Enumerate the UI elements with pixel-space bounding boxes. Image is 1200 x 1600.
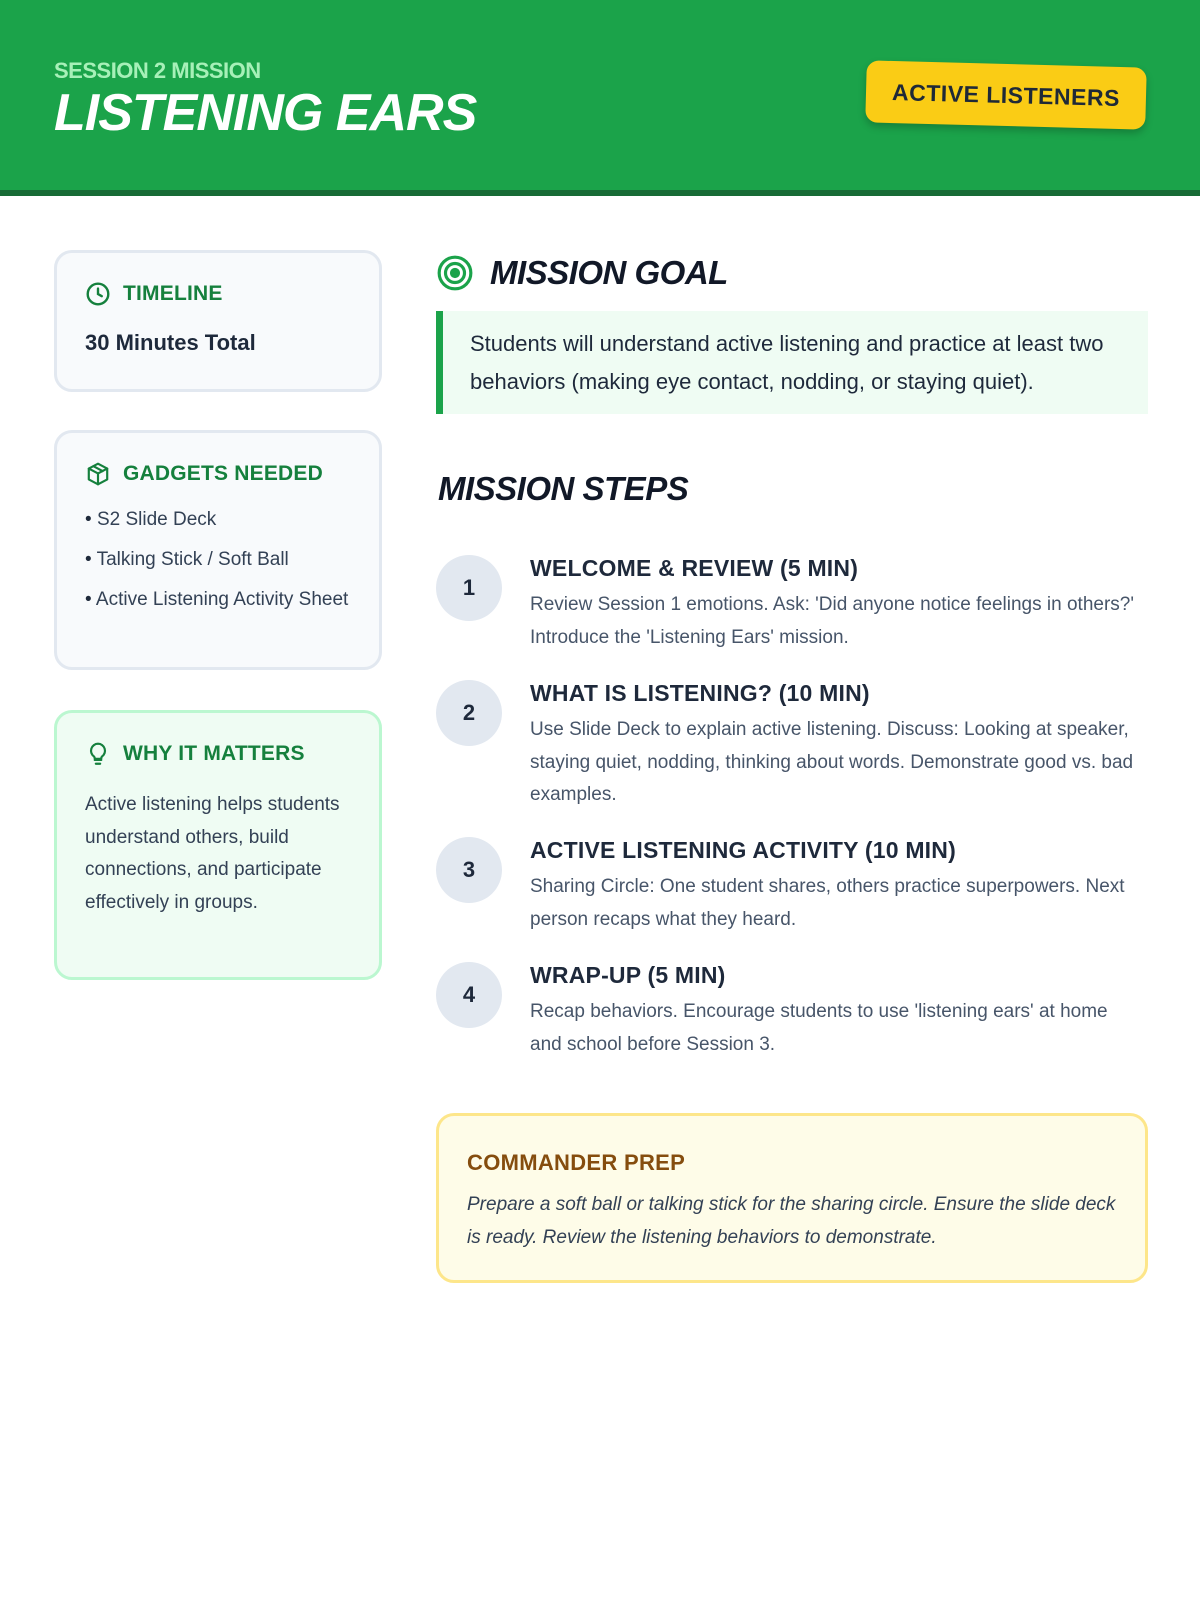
mission-goal-text: Students will understand active listening and practice at least two behaviors (making eye contact, nodding, or staying quiet). <box>436 311 1148 414</box>
commander-prep-title: COMMANDER PREP <box>467 1150 686 1175</box>
timeline-card <box>54 250 382 392</box>
step-number: 2 <box>436 680 502 746</box>
package-icon <box>85 461 111 487</box>
header-banner <box>0 0 1200 196</box>
gadgets-card <box>54 430 382 670</box>
why-text: Active listening helps students understand others, build connections, and participate effectively in groups. <box>85 794 340 913</box>
list-item: • Talking Stick / Soft Ball <box>85 547 355 573</box>
why-header <box>85 741 305 767</box>
lightbulb-icon <box>85 741 111 767</box>
session-kicker: SESSION 2 MISSION <box>54 58 261 83</box>
step-title: WRAP-UP (5 MIN) <box>530 962 726 988</box>
step-description: Sharing Circle: One student shares, others practice superpowers. Next person recaps what they heard. <box>530 876 1125 930</box>
timeline-value: 30 Minutes Total <box>85 330 256 355</box>
why-it-matters-card <box>54 710 382 980</box>
mission-steps-title: MISSION STEPS <box>438 470 689 507</box>
gadgets-title: GADGETS NEEDED <box>123 462 323 485</box>
step-title: ACTIVE LISTENING ACTIVITY (10 MIN) <box>530 837 956 863</box>
why-title: WHY IT MATTERS <box>123 742 305 765</box>
step-title: WELCOME & REVIEW (5 MIN) <box>530 555 859 581</box>
step-description: Review Session 1 emotions. Ask: 'Did anyone notice feelings in others?' Introduce the 'Listening Ears' mission. <box>530 594 1134 648</box>
gadgets-list <box>85 507 355 627</box>
commander-prep-card <box>436 1113 1148 1283</box>
list-item: • S2 Slide Deck <box>85 507 355 533</box>
mission-goal-title: MISSION GOAL <box>490 254 728 291</box>
active-listeners-badge: ACTIVE LISTENERS <box>865 60 1147 129</box>
gadgets-header <box>85 461 323 487</box>
step-description: Recap behaviors. Encourage students to use 'listening ears' at home and school before Session 3. <box>530 1001 1108 1055</box>
step-title: WHAT IS LISTENING? (10 MIN) <box>530 680 870 706</box>
step-description: Use Slide Deck to explain active listening. Discuss: Looking at speaker, staying quiet, nodding, thinking about words. Demonstrate good vs. bad examples. <box>530 719 1134 805</box>
timeline-title: TIMELINE <box>123 282 223 305</box>
target-icon <box>436 254 474 292</box>
step-number: 3 <box>436 837 502 903</box>
step-number: 1 <box>436 555 502 621</box>
timeline-header <box>85 281 223 307</box>
mission-goal-header <box>436 254 728 292</box>
list-item: • Active Listening Activity Sheet <box>85 587 355 613</box>
step-number: 4 <box>436 962 502 1028</box>
commander-prep-text: Prepare a soft ball or talking stick for the sharing circle. Ensure the slide deck is ready. Review the listening behaviors to demonstrate. <box>467 1194 1116 1248</box>
clock-icon <box>85 281 111 307</box>
page-title: LISTENING EARS <box>54 84 477 142</box>
